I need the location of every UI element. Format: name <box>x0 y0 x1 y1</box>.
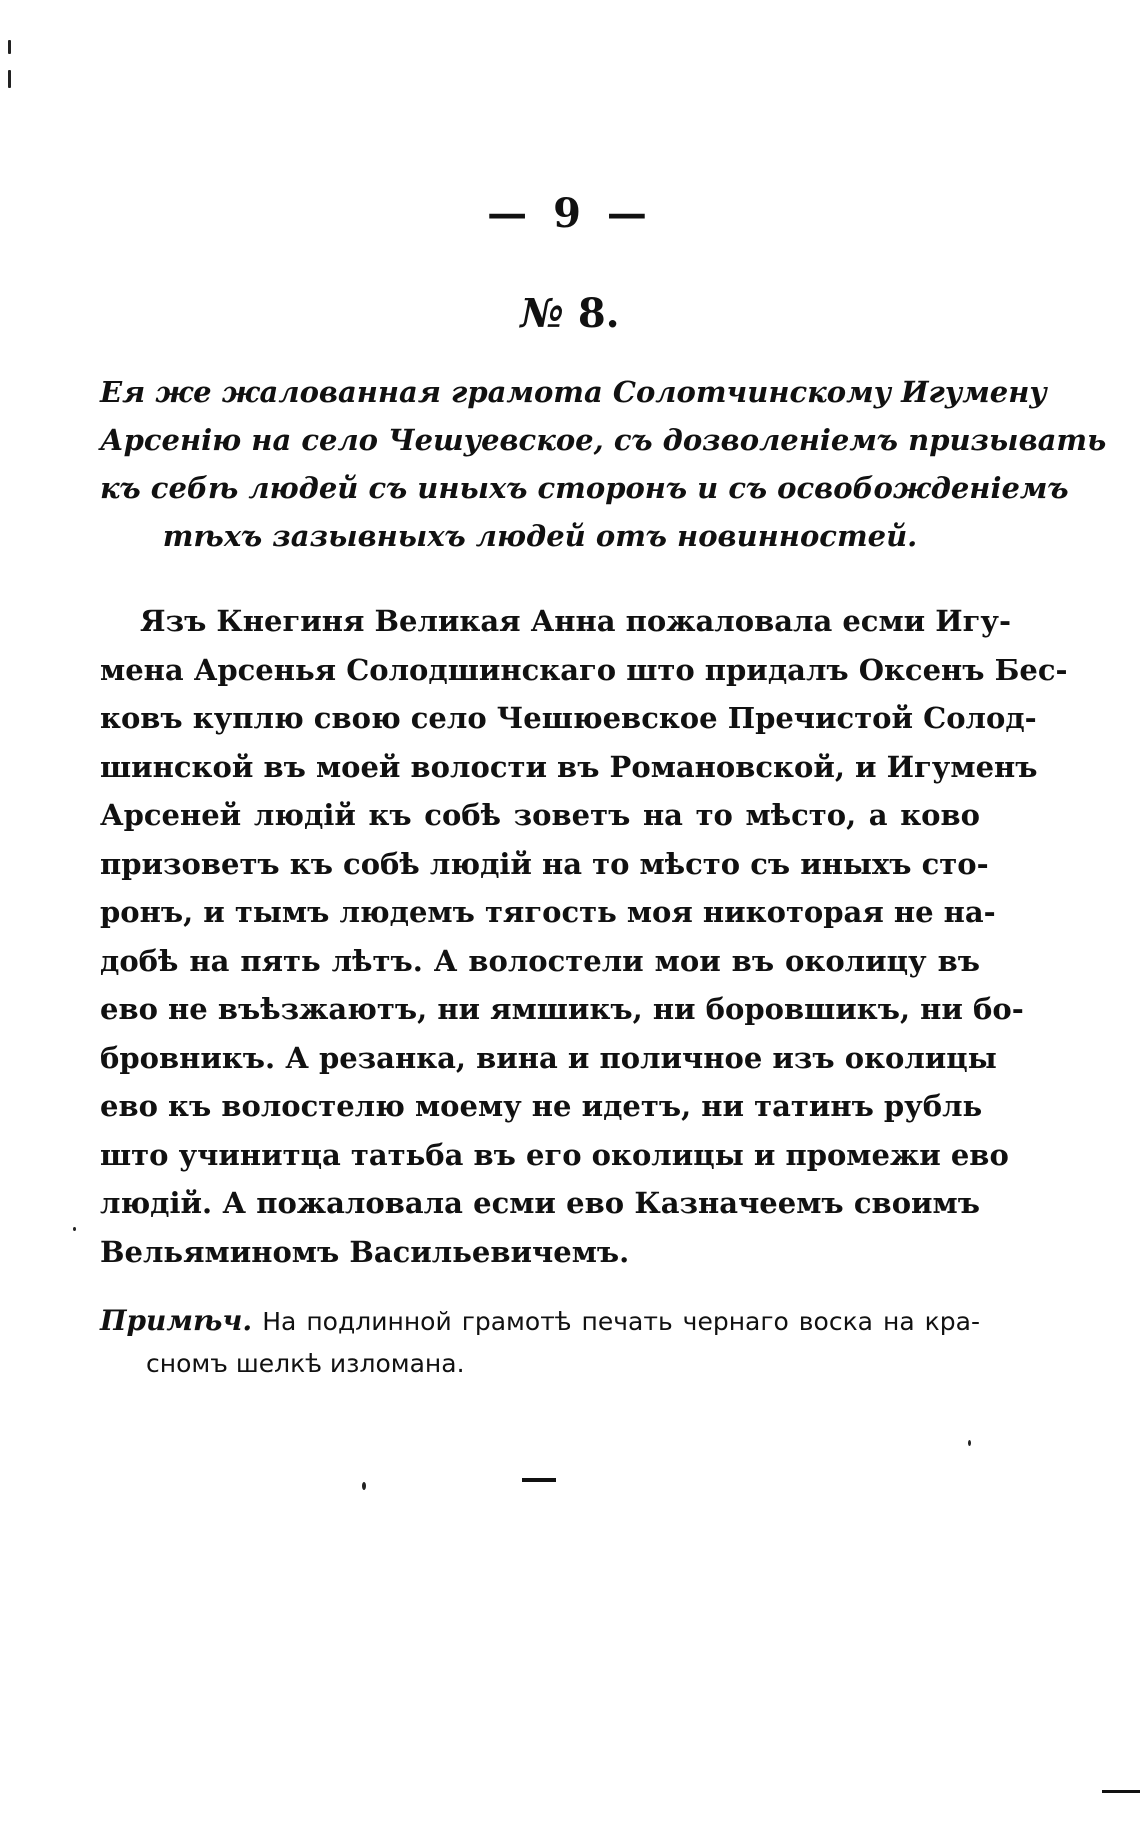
heading-line: тѣхъ зазывныхъ людей отъ новинностей. <box>162 519 918 553</box>
body-line: бровникъ. А резанка, вина и поличное изъ околицы <box>100 1040 997 1075</box>
footnote-line: сномъ шелкѣ изломана. <box>146 1349 465 1378</box>
body-line: мена Арсенья Солодшинскаго што придалъ Оксенъ Бес- <box>100 652 1068 687</box>
margin-mark <box>1102 1790 1140 1793</box>
body-line: ковъ куплю свою село Чешюевское Пречистой Солод- <box>100 701 1037 735</box>
end-rule <box>522 1478 556 1482</box>
body-line: ронъ, и тымъ людемъ тягость моя никоторая не на- <box>100 895 996 929</box>
heading-line: Ея же жалованная грамота Солотчинскому Игумену <box>100 375 1047 409</box>
body-line: ево не въѣзжаютъ, ни ямшикъ, ни боровшикъ, ни бо- <box>100 992 1024 1026</box>
print-speck <box>362 1482 366 1490</box>
body-line: ево къ волостелю моему не идетъ, ни татинъ рубль <box>100 1089 983 1123</box>
body-line: шинской въ моей волости въ Романовской, и Игуменъ <box>100 749 1038 784</box>
footnote-label: Примѣч. <box>100 1304 253 1337</box>
print-speck <box>8 70 11 88</box>
document-number-value: 8. <box>577 290 620 337</box>
print-speck <box>8 40 11 54</box>
body-line: Вельяминомъ Васильевичемъ. <box>100 1234 630 1269</box>
footnote-text: На подлинной грамотѣ печать чернаго воска на кра- <box>262 1307 980 1336</box>
print-speck <box>968 1440 971 1446</box>
print-speck <box>73 1227 76 1231</box>
footnote <box>100 1300 980 1385</box>
footnote-line <box>100 1300 980 1343</box>
body-line: людій. А пожаловала есми ево Казначеемъ своимъ <box>100 1186 980 1220</box>
body-line: Язъ Кнегиня Великая Анна пожаловала есми Игу- <box>140 604 1012 638</box>
body-line: добѣ на пять лѣтъ. А волостели мои въ околицу въ <box>100 943 980 978</box>
document-number <box>0 290 1140 337</box>
body-line: Арсеней людій къ собѣ зоветъ на то мѣсто, а ково <box>100 798 980 832</box>
page-number: — 9 — <box>487 190 653 237</box>
body-line: призоветъ къ собѣ людій на то мѣсто съ иныхъ сто- <box>100 846 989 881</box>
body-line: што учинитца татьба въ его околицы и промежи ево <box>100 1137 1009 1172</box>
heading-line: Арсенію на село Чешуевское, съ дозволеніемъ призывать <box>100 423 1107 457</box>
heading-line: къ себѣ людей съ иныхъ сторонъ и съ освобожденіемъ <box>100 471 1069 505</box>
document-body <box>100 597 1068 1276</box>
number-sign: № <box>520 290 564 337</box>
document-heading <box>100 368 1107 560</box>
